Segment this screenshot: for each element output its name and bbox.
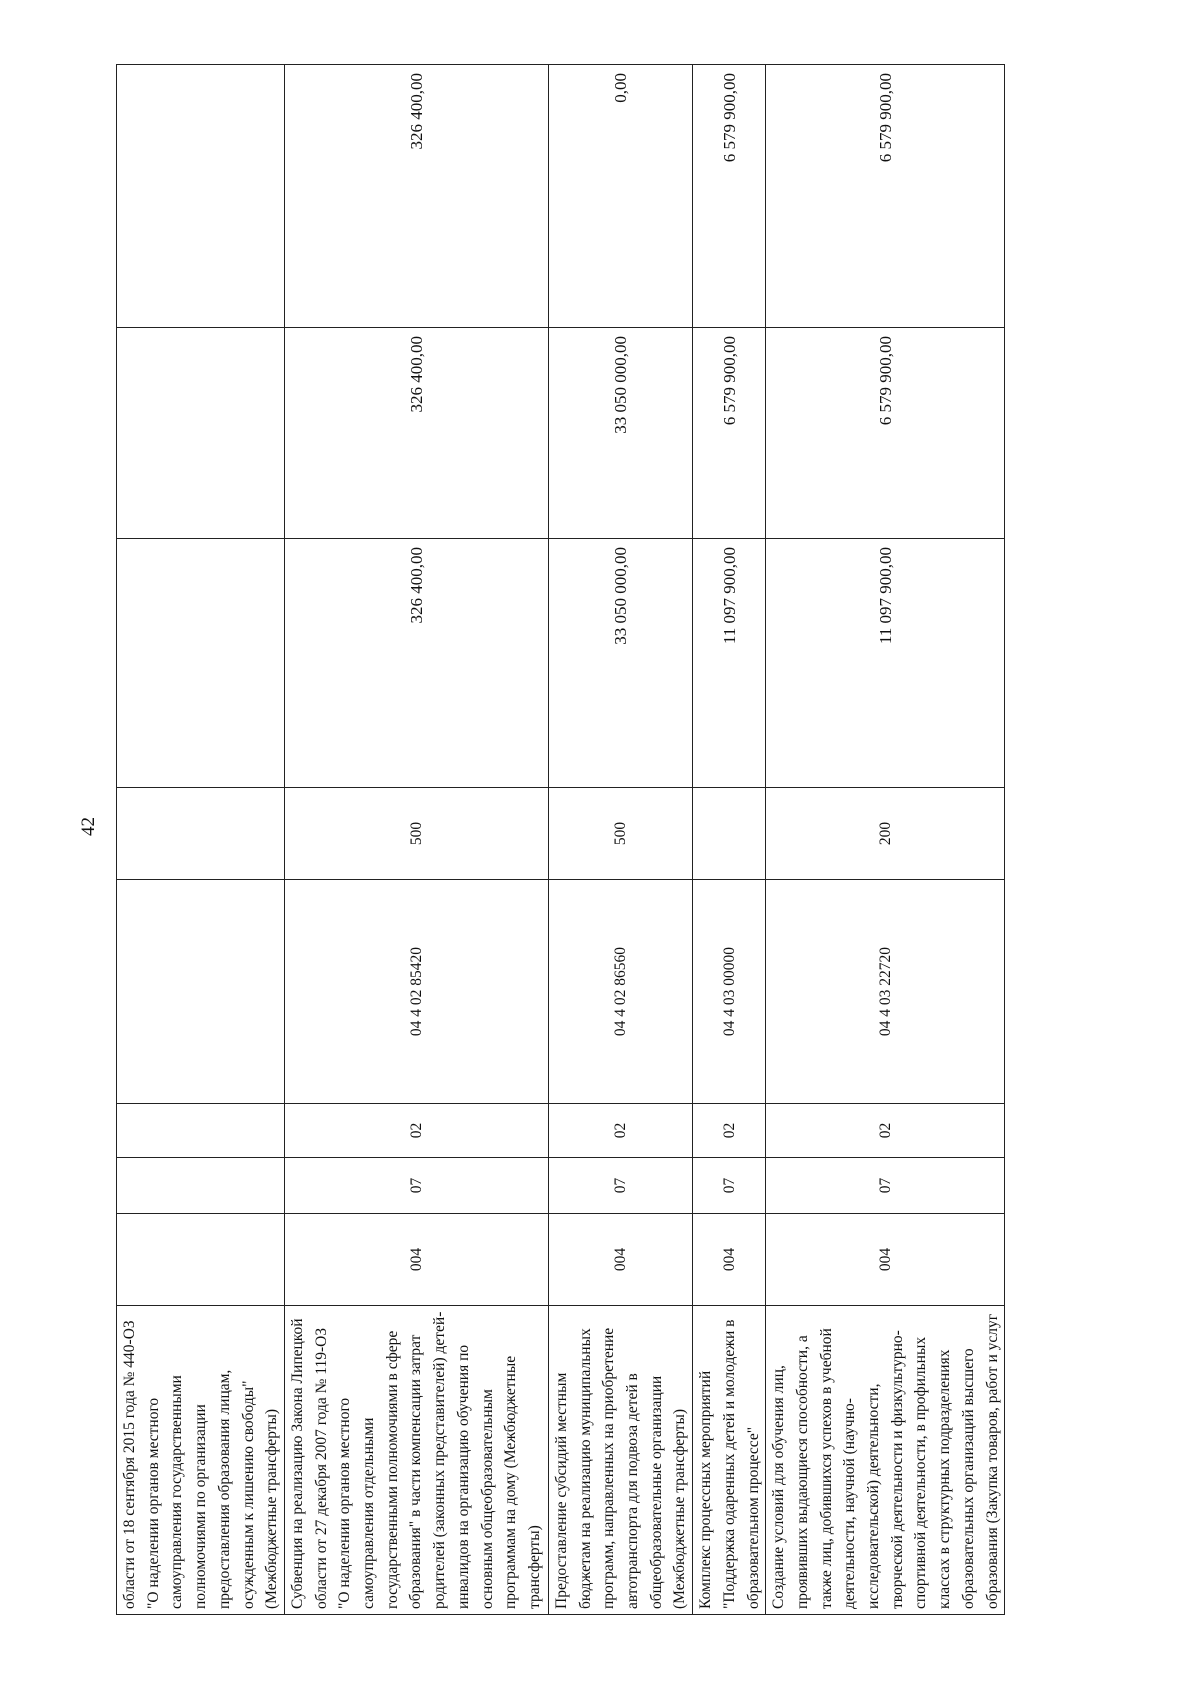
amount-year-3: 326 400,00	[284, 65, 548, 328]
amount-year-1: 11 097 900,00	[766, 539, 1005, 788]
amount-year-2: 326 400,00	[284, 328, 548, 539]
subsection-code: 02	[693, 1104, 766, 1158]
amount-year-3: 0,00	[548, 65, 692, 328]
expense-type-code	[693, 788, 766, 880]
table-row	[766, 65, 1005, 1615]
ved-code: 004	[548, 1214, 692, 1306]
table-row	[117, 65, 285, 1615]
subsection-code: 02	[766, 1104, 1005, 1158]
amount-year-3	[117, 65, 285, 328]
amount-year-1: 11 097 900,00	[693, 539, 766, 788]
target-article-code: 04 4 03 22720	[766, 880, 1005, 1104]
table-row	[284, 65, 548, 1615]
target-article-code: 04 4 03 00000	[693, 880, 766, 1104]
expense-type-code: 200	[766, 788, 1005, 880]
ved-code	[117, 1214, 285, 1306]
expense-type-code: 500	[284, 788, 548, 880]
row-description: Субвенция на реализацию Закона Липецкой области от 27 декабря 2007 года № 119-ОЗ "О наделении органов местного самоуправления отдельными государственными полномочиями в сфере образования" в части компенсации затрат родителей (законных представителей) детей-инвалидов на организацию обучения по основным общеобразовательным программам на дому (Межбюджетные трансферты)	[284, 1306, 548, 1615]
budget-table	[116, 65, 1001, 1615]
subsection-code	[117, 1104, 285, 1158]
section-code: 07	[766, 1158, 1005, 1214]
target-article-code	[117, 880, 285, 1104]
section-code: 07	[693, 1158, 766, 1214]
table-row	[548, 65, 692, 1615]
ved-code: 004	[284, 1214, 548, 1306]
subsection-code: 02	[548, 1104, 692, 1158]
section-code: 07	[284, 1158, 548, 1214]
amount-year-2: 6 579 900,00	[693, 328, 766, 539]
target-article-code: 04 4 02 86560	[548, 880, 692, 1104]
amount-year-1: 33 050 000,00	[548, 539, 692, 788]
amount-year-1	[117, 539, 285, 788]
row-description: Комплекс процессных мероприятий "Поддержка одаренных детей и молодежи в образовательном процессе"	[693, 1306, 766, 1615]
row-description: области от 18 сентября 2015 года № 440-ОЗ "О наделении органов местного самоуправления государственными полномочиями по организации предоставления образования лицам, осужденным к лишению свободы" (Межбюджетные трансферты)	[117, 1306, 285, 1615]
page-number: 42	[78, 817, 99, 836]
ved-code: 004	[693, 1214, 766, 1306]
ved-code: 004	[766, 1214, 1005, 1306]
subsection-code: 02	[284, 1104, 548, 1158]
amount-year-2	[117, 328, 285, 539]
target-article-code: 04 4 02 85420	[284, 880, 548, 1104]
amount-year-2: 33 050 000,00	[548, 328, 692, 539]
amount-year-3: 6 579 900,00	[766, 65, 1005, 328]
amount-year-1: 326 400,00	[284, 539, 548, 788]
expense-type-code: 500	[548, 788, 692, 880]
row-description: Предоставление субсидий местным бюджетам на реализацию муниципальных программ, направленных на приобретение автотранспорта для подвоза детей в общеобразовательные организации (Межбюджетные трансферты)	[548, 1306, 692, 1615]
amount-year-3: 6 579 900,00	[693, 65, 766, 328]
section-code	[117, 1158, 285, 1214]
table-row	[693, 65, 766, 1615]
amount-year-2: 6 579 900,00	[766, 328, 1005, 539]
expense-type-code	[117, 788, 285, 880]
section-code: 07	[548, 1158, 692, 1214]
row-description: Создание условий для обучения лиц, проявивших выдающиеся способности, а также лиц, добившихся успехов в учебной деятельности, научной (научно-исследовательской) деятельности, творческой деятельности и физкультурно-спортивной деятельности, в профильных классах в структурных подразделениях образовательных организаций высшего образования (Закупка товаров, работ и услуг	[766, 1306, 1005, 1615]
